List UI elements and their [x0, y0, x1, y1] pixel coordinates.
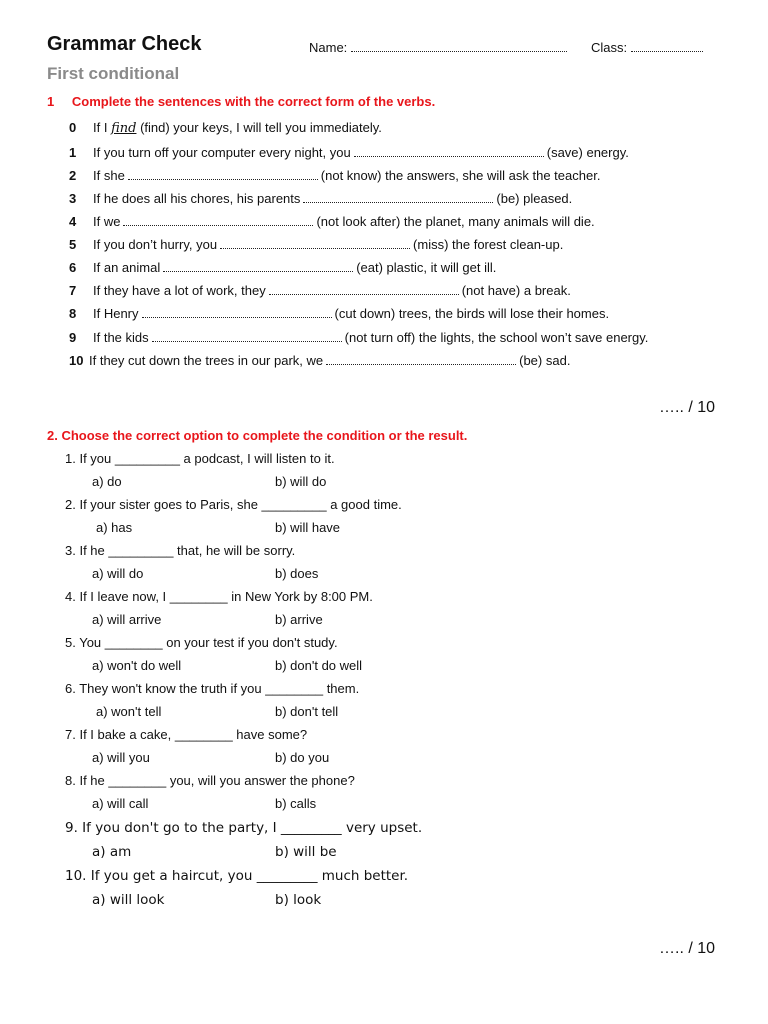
option-a[interactable]: a) will arrive: [92, 612, 162, 627]
exercise1-item: [0, 330, 768, 348]
answer-blank[interactable]: [128, 178, 318, 180]
page-title: Grammar Check: [47, 33, 202, 55]
answer-blank[interactable]: [152, 340, 342, 342]
option-a[interactable]: a) has: [96, 520, 133, 535]
option-a[interactable]: a) will call: [92, 796, 149, 811]
option-a[interactable]: a) will look: [92, 892, 165, 908]
option-a[interactable]: a) do: [92, 474, 122, 489]
item-text-before: If you turn off your computer every night, you: [93, 145, 351, 160]
exercise1-item: [0, 260, 768, 278]
item-text-before: If they have a lot of work, they: [93, 283, 266, 298]
exercise1-item: [0, 306, 768, 324]
item-text-after: (be) sad.: [519, 353, 571, 368]
item-text-after: (not look after) the planet, many animals will die.: [316, 214, 595, 229]
item-number: 1: [69, 145, 77, 160]
question-text: 2. If your sister goes to Paris, she _________ a good time.: [65, 497, 402, 512]
answer-blank[interactable]: [326, 363, 516, 365]
page-subtitle: First conditional: [47, 64, 180, 83]
option-b[interactable]: b) will have: [275, 520, 341, 535]
item-text-before: If I: [93, 120, 108, 135]
option-a[interactable]: a) will do: [92, 566, 144, 581]
name-field: [309, 40, 567, 55]
question-text: 10. If you get a haircut, you _________ much better.: [65, 868, 409, 884]
option-b[interactable]: b) will do: [275, 474, 327, 489]
item-text-after: (not know) the answers, she will ask the teacher.: [320, 168, 601, 183]
section1-instruction: [47, 94, 435, 109]
exercise1-item: [0, 237, 768, 255]
exercise1-item: [0, 214, 768, 232]
item-text-before: If you don’t hurry, you: [93, 237, 218, 252]
answer-blank[interactable]: [220, 247, 410, 249]
exercise1-item: [0, 145, 768, 163]
name-blank[interactable]: [351, 50, 567, 52]
exercise1-item: [0, 283, 768, 301]
item-number: 3: [69, 191, 77, 206]
answer-blank[interactable]: [354, 155, 544, 157]
option-b[interactable]: b) will be: [275, 844, 337, 860]
item-text-before: If they cut down the trees in our park, we: [89, 353, 324, 368]
option-b[interactable]: b) do you: [275, 750, 330, 765]
item-text-before: If the kids: [93, 330, 149, 345]
section2-score: ….. / 10: [659, 940, 716, 957]
answer-blank[interactable]: [142, 316, 332, 318]
exercise1-item: [0, 191, 768, 209]
item-text-after: (find) your keys, I will tell you immediately.: [140, 120, 382, 135]
option-a[interactable]: a) am: [92, 844, 132, 860]
question-text: 7. If I bake a cake, ________ have some?: [65, 727, 308, 742]
option-a[interactable]: a) will you: [92, 750, 150, 765]
item-number: 9: [69, 330, 77, 345]
question-text: 4. If I leave now, I ________ in New York by 8:00 PM.: [65, 589, 373, 604]
item-text-before: If an animal: [93, 260, 161, 275]
item-text-before: If he does all his chores, his parents: [93, 191, 301, 206]
class-field: [591, 40, 703, 55]
item-text-after: (not turn off) the lights, the school won’t save energy.: [344, 330, 649, 345]
question-text: 3. If he _________ that, he will be sorry.: [65, 543, 296, 558]
item-number: 2: [69, 168, 77, 183]
option-b[interactable]: b) don't tell: [275, 704, 339, 719]
item-text-after: (not have) a break.: [461, 283, 571, 298]
item-text-before: If we: [93, 214, 121, 229]
item-text-after: (miss) the forest clean-up.: [413, 237, 564, 252]
item-number: 4: [69, 214, 77, 229]
section2-instruction: 2. Choose the correct option to complete the condition or the result.: [47, 428, 468, 443]
question-text: 6. They won't know the truth if you ________ them.: [65, 681, 360, 696]
item-text-before: If Henry: [93, 306, 139, 321]
item-number: 10: [69, 353, 84, 368]
option-a[interactable]: a) won't do well: [92, 658, 182, 673]
item-text-before: If she: [93, 168, 125, 183]
item-number: 8: [69, 306, 77, 321]
item-number: 0: [69, 120, 77, 135]
answer-blank[interactable]: [123, 224, 313, 226]
question-text: 5. You ________ on your test if you don't study.: [65, 635, 338, 650]
answer-blank[interactable]: [269, 293, 459, 295]
exercise1-item: [0, 168, 768, 186]
question-text: 1. If you _________ a podcast, I will listen to it.: [65, 451, 335, 466]
section1-number: 1: [47, 94, 55, 109]
question-text: 9. If you don't go to the party, I _________ very upset.: [65, 820, 423, 836]
example-answer: find: [111, 121, 137, 136]
exercise1-item: [0, 353, 768, 371]
answer-blank[interactable]: [303, 201, 493, 203]
option-a[interactable]: a) won't tell: [96, 704, 162, 719]
section1-instruction-text: Complete the sentences with the correct form of the verbs.: [71, 94, 436, 109]
example-item: [0, 120, 768, 138]
item-text-after: (save) energy.: [546, 145, 629, 160]
class-label: Class:: [591, 40, 628, 55]
option-b[interactable]: b) calls: [275, 796, 317, 811]
name-label: Name:: [309, 40, 348, 55]
item-text-after: (be) pleased.: [496, 191, 573, 206]
option-b[interactable]: b) arrive: [275, 612, 323, 627]
item-text-after: (cut down) trees, the birds will lose their homes.: [334, 306, 610, 321]
option-b[interactable]: b) don't do well: [275, 658, 363, 673]
item-number: 5: [69, 237, 77, 252]
answer-blank[interactable]: [163, 270, 353, 272]
question-text: 8. If he ________ you, will you answer the phone?: [65, 773, 355, 788]
section1-score: ….. / 10: [659, 399, 716, 416]
option-b[interactable]: b) look: [275, 892, 322, 908]
item-number: 6: [69, 260, 77, 275]
class-blank[interactable]: [631, 50, 703, 52]
item-number: 7: [69, 283, 77, 298]
item-text-after: (eat) plastic, it will get ill.: [356, 260, 497, 275]
option-b[interactable]: b) does: [275, 566, 319, 581]
